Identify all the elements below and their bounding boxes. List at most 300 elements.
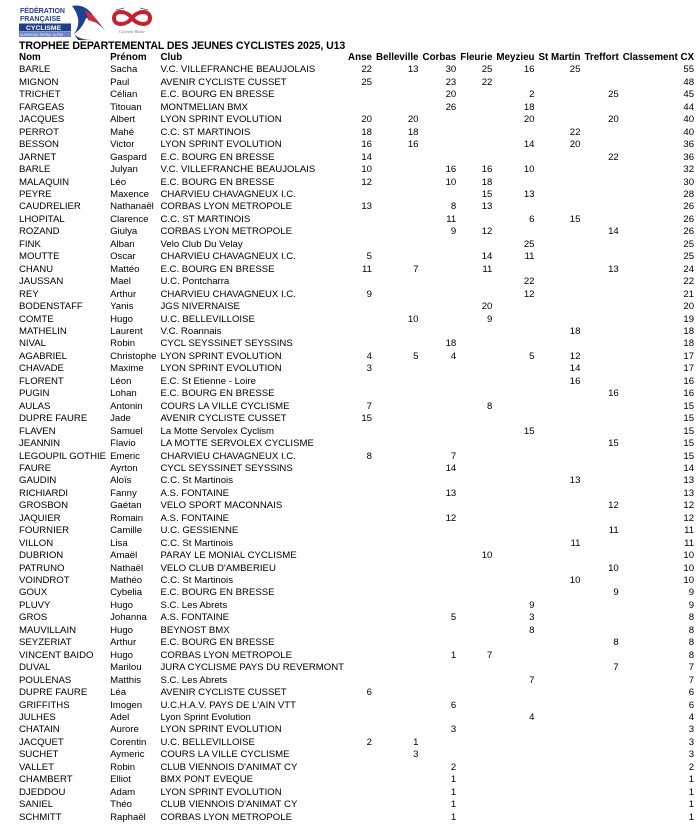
table-row bbox=[17, 164, 696, 176]
cell-treffort bbox=[582, 762, 620, 774]
cell-corbas: 13 bbox=[445, 487, 457, 499]
table-row bbox=[17, 401, 696, 413]
cell-meyzieu bbox=[494, 513, 536, 525]
cell-fleurie bbox=[458, 239, 494, 251]
cell-nom: CAUDRELIER bbox=[19, 201, 81, 213]
cell-fleurie: 16 bbox=[481, 164, 493, 176]
cell-club: U.C. BELLEVILLOISE bbox=[160, 313, 255, 325]
cell-anse bbox=[346, 189, 374, 201]
cell-belleville: 1 bbox=[413, 736, 419, 748]
cell-anse bbox=[346, 326, 374, 338]
cell-meyzieu: 7 bbox=[529, 674, 535, 686]
cell-prenom: Théo bbox=[110, 799, 132, 811]
cell-st-martin bbox=[537, 488, 583, 500]
cell-treffort bbox=[582, 314, 620, 326]
cell-prenom: Arthur bbox=[110, 637, 137, 649]
cell-belleville bbox=[374, 650, 420, 662]
cell-anse: 13 bbox=[361, 201, 373, 213]
ffc-logo-line3: CYCLISME bbox=[26, 25, 62, 32]
cell-treffort bbox=[582, 102, 620, 114]
cell-nom: BARLE bbox=[19, 64, 51, 76]
cell-belleville bbox=[374, 712, 420, 724]
cell-meyzieu bbox=[494, 787, 536, 799]
cell-st-martin bbox=[537, 650, 583, 662]
col-header-nom: Nom bbox=[19, 52, 41, 63]
cell-nom: MOUTTE bbox=[19, 251, 60, 263]
cell-corbas bbox=[421, 662, 459, 674]
cell-st-martin bbox=[537, 687, 583, 699]
cell-anse bbox=[346, 774, 374, 786]
col-header-classement-cx: Classement CX bbox=[622, 52, 695, 63]
cell-fleurie bbox=[458, 326, 494, 338]
cell-belleville bbox=[374, 774, 420, 786]
cell-club: C.C. St Martinois bbox=[160, 537, 233, 549]
cell-club: LYON SPRINT EVOLUTION bbox=[160, 724, 282, 736]
cell-belleville bbox=[374, 214, 420, 226]
cell-st-martin bbox=[537, 787, 583, 799]
cell-prenom: Antonin bbox=[110, 400, 143, 412]
cell-fleurie bbox=[458, 289, 494, 301]
cell-classement-cx: 11 bbox=[684, 525, 695, 537]
cell-treffort bbox=[582, 239, 620, 251]
cell-fleurie: 8 bbox=[487, 400, 493, 412]
cell-classement-cx: 40 bbox=[683, 126, 695, 138]
cell-classement-cx: 15 bbox=[683, 425, 695, 437]
cell-corbas: 18 bbox=[445, 338, 457, 350]
cell-anse: 5 bbox=[366, 251, 373, 263]
cell-belleville bbox=[374, 525, 420, 537]
cell-meyzieu bbox=[494, 314, 536, 326]
cell-fleurie: 18 bbox=[481, 176, 493, 188]
cell-nom: DJEDDOU bbox=[19, 786, 66, 798]
cell-fleurie: 14 bbox=[481, 251, 493, 263]
cell-nom: NIVAL bbox=[19, 338, 47, 350]
cell-belleville: 13 bbox=[407, 64, 419, 76]
cell-anse: 22 bbox=[361, 64, 373, 76]
cell-nom: RICHIARDI bbox=[19, 487, 69, 499]
cell-treffort bbox=[582, 201, 620, 213]
table-row bbox=[17, 762, 696, 774]
table-row bbox=[17, 338, 696, 350]
cell-anse bbox=[346, 513, 374, 525]
cell-club: CHARVIEU CHAVAGNEUX I.C. bbox=[160, 251, 296, 263]
cell-st-martin bbox=[537, 189, 583, 201]
cell-meyzieu bbox=[494, 700, 536, 712]
cell-treffort bbox=[582, 475, 620, 487]
cell-club: V.C. VILLEFRANCHE BEAUJOLAIS bbox=[160, 164, 316, 176]
cell-fleurie bbox=[458, 687, 494, 699]
cell-classement-cx: 1 bbox=[688, 786, 695, 798]
cell-belleville bbox=[374, 799, 420, 811]
cell-meyzieu: 9 bbox=[529, 599, 535, 611]
cell-prenom: Yanis bbox=[110, 301, 134, 313]
cell-prenom: Marilou bbox=[110, 662, 142, 674]
cell-fleurie: 9 bbox=[487, 313, 493, 325]
col-header-corbas: Corbas bbox=[422, 52, 457, 63]
cell-corbas bbox=[421, 251, 459, 263]
cell-club: E.C. BOURG EN BRESSE bbox=[160, 89, 275, 101]
cell-nom: PEYRE bbox=[19, 188, 52, 200]
cell-prenom: Camille bbox=[110, 525, 143, 537]
cell-nom: MIGNON bbox=[19, 76, 59, 88]
cell-belleville bbox=[374, 276, 420, 288]
cell-classement-cx: 18 bbox=[683, 338, 695, 350]
cell-meyzieu bbox=[494, 687, 536, 699]
cell-fleurie bbox=[458, 351, 494, 363]
cell-st-martin bbox=[537, 152, 583, 164]
cell-treffort: 25 bbox=[608, 89, 619, 101]
col-header-prenom: Prénom bbox=[110, 52, 147, 63]
cell-classement-cx: 26 bbox=[683, 213, 695, 225]
cell-club: CHARVIEU CHAVAGNEUX I.C. bbox=[160, 188, 296, 200]
cell-corbas bbox=[421, 376, 459, 388]
table-row bbox=[17, 376, 696, 388]
cell-anse bbox=[346, 102, 374, 114]
cell-st-martin bbox=[537, 712, 583, 724]
cell-treffort bbox=[582, 612, 620, 624]
table-row bbox=[17, 650, 696, 662]
table-row bbox=[17, 77, 696, 89]
cell-treffort bbox=[582, 276, 620, 288]
cell-classement-cx: 8 bbox=[688, 637, 695, 649]
table-row bbox=[17, 351, 696, 363]
cell-treffort bbox=[582, 214, 620, 226]
cell-meyzieu bbox=[494, 226, 536, 238]
cell-fleurie bbox=[458, 762, 494, 774]
cell-meyzieu: 11 bbox=[524, 251, 535, 263]
cell-anse bbox=[346, 799, 374, 811]
cell-anse: 12 bbox=[361, 176, 373, 188]
cell-prenom: Hugo bbox=[110, 599, 134, 611]
cell-nom: CHAMBERT bbox=[19, 774, 73, 786]
cell-fleurie bbox=[458, 376, 494, 388]
cell-nom: BARLE bbox=[19, 164, 51, 176]
cell-club: VELO SPORT MACONNAIS bbox=[160, 500, 283, 512]
cell-st-martin bbox=[537, 749, 583, 761]
cell-meyzieu: 12 bbox=[523, 288, 535, 300]
table-row bbox=[17, 363, 696, 375]
cell-fleurie: 13 bbox=[481, 201, 493, 213]
cell-st-martin bbox=[537, 413, 583, 425]
cyclisme-rhone-text: Cyclisme Rhône bbox=[119, 29, 145, 34]
cell-corbas bbox=[421, 675, 459, 687]
cell-classement-cx: 7 bbox=[688, 674, 695, 686]
cell-corbas bbox=[421, 139, 459, 151]
cell-corbas bbox=[421, 587, 459, 599]
cell-meyzieu bbox=[494, 575, 536, 587]
cell-belleville bbox=[374, 338, 420, 350]
cell-classement-cx: 15 bbox=[683, 413, 695, 425]
cell-nom: GRIFFITHS bbox=[19, 699, 70, 711]
table-row bbox=[17, 724, 696, 736]
cell-meyzieu bbox=[494, 488, 536, 500]
cell-treffort bbox=[582, 64, 620, 76]
table-header-row bbox=[17, 52, 696, 64]
cell-corbas bbox=[421, 127, 459, 139]
cell-fleurie bbox=[458, 513, 494, 525]
cell-treffort: 13 bbox=[608, 263, 619, 275]
cell-corbas bbox=[421, 239, 459, 251]
cell-classement-cx: 19 bbox=[683, 313, 695, 325]
cell-nom: VINCENT BAIDO bbox=[19, 649, 94, 661]
cell-club: CORBAS LYON METROPOLE bbox=[160, 811, 292, 823]
cell-club: CYCL SEYSSINET SEYSSINS bbox=[160, 338, 293, 350]
cell-st-martin: 18 bbox=[569, 325, 581, 337]
cell-classement-cx: 22 bbox=[683, 276, 695, 288]
cell-treffort: 7 bbox=[613, 662, 619, 674]
cell-meyzieu bbox=[494, 749, 536, 761]
cell-prenom: Lisa bbox=[110, 537, 128, 549]
cell-st-martin bbox=[537, 612, 583, 624]
cell-treffort: 22 bbox=[608, 151, 619, 163]
cell-st-martin: 16 bbox=[569, 375, 581, 387]
cell-st-martin bbox=[537, 737, 583, 749]
cell-belleville bbox=[374, 189, 420, 201]
cell-belleville bbox=[374, 513, 420, 525]
cell-meyzieu: 13 bbox=[523, 188, 535, 200]
cell-st-martin bbox=[537, 338, 583, 350]
cell-nom: DUPRE FAURE bbox=[19, 687, 88, 699]
cell-anse bbox=[346, 376, 374, 388]
table-row bbox=[17, 625, 696, 637]
cell-classement-cx: 3 bbox=[688, 724, 695, 736]
cell-treffort bbox=[582, 189, 620, 201]
cell-fleurie bbox=[458, 675, 494, 687]
cell-club: C.C. ST MARTINOIS bbox=[160, 126, 251, 138]
cell-meyzieu bbox=[494, 338, 536, 350]
table-row bbox=[17, 463, 696, 475]
cell-treffort bbox=[582, 338, 620, 350]
cell-prenom: Maxime bbox=[110, 363, 144, 375]
cell-nom: DUVAL bbox=[19, 662, 51, 674]
cell-club: S.C. Les Abrets bbox=[160, 599, 228, 611]
cell-club: E.C. BOURG EN BRESSE bbox=[160, 587, 275, 599]
cell-treffort bbox=[582, 177, 620, 189]
cell-st-martin bbox=[537, 451, 583, 463]
cell-nom: CHANU bbox=[19, 263, 54, 275]
cell-prenom: Flavio bbox=[110, 438, 136, 450]
table-row bbox=[17, 413, 696, 425]
cell-nom: PATRUNO bbox=[19, 562, 65, 574]
cell-fleurie bbox=[458, 426, 494, 438]
cell-meyzieu: 22 bbox=[523, 276, 535, 288]
cell-classement-cx: 15 bbox=[683, 438, 695, 450]
cell-corbas bbox=[421, 637, 459, 649]
cell-treffort bbox=[582, 675, 620, 687]
cell-st-martin bbox=[537, 177, 583, 189]
cell-meyzieu bbox=[494, 127, 536, 139]
cell-anse bbox=[346, 239, 374, 251]
cell-st-martin bbox=[537, 799, 583, 811]
cell-corbas bbox=[421, 326, 459, 338]
cell-fleurie bbox=[458, 89, 494, 101]
cell-anse bbox=[346, 749, 374, 761]
cell-st-martin bbox=[537, 662, 583, 674]
cell-st-martin bbox=[537, 625, 583, 637]
cell-fleurie: 15 bbox=[481, 188, 493, 200]
table-row bbox=[17, 114, 696, 126]
cell-nom: FLORENT bbox=[19, 375, 64, 387]
table-row bbox=[17, 189, 696, 201]
cell-prenom: Albert bbox=[110, 114, 136, 126]
cell-prenom: Paul bbox=[110, 76, 130, 88]
cell-st-martin bbox=[537, 525, 583, 537]
cell-st-martin bbox=[537, 314, 583, 326]
cell-prenom: Romain bbox=[110, 512, 144, 524]
cell-nom: SCHMITT bbox=[19, 811, 62, 823]
cell-nom: JACQUET bbox=[19, 736, 64, 748]
cell-nom: BESSON bbox=[19, 139, 59, 151]
cell-classement-cx: 1 bbox=[688, 799, 695, 811]
table-row bbox=[17, 737, 696, 749]
cell-corbas: 23 bbox=[445, 76, 457, 88]
cell-fleurie bbox=[458, 413, 494, 425]
cell-prenom: Lohan bbox=[110, 388, 137, 400]
cell-corbas bbox=[421, 500, 459, 512]
cell-corbas: 1 bbox=[450, 649, 457, 661]
cell-club: CORBAS LYON METROPOLE bbox=[160, 649, 292, 661]
cell-treffort bbox=[582, 164, 620, 176]
cell-club: A.S. FONTAINE bbox=[160, 612, 230, 624]
cell-club: MONTMELIAN BMX bbox=[160, 101, 248, 113]
cell-treffort bbox=[582, 301, 620, 313]
cell-fleurie bbox=[458, 276, 494, 288]
cell-prenom: Nathaël bbox=[110, 562, 144, 574]
cell-meyzieu bbox=[494, 401, 536, 413]
cell-club: COURS LA VILLE CYCLISME bbox=[160, 749, 290, 761]
cell-fleurie bbox=[458, 139, 494, 151]
cell-treffort bbox=[582, 426, 620, 438]
cell-st-martin bbox=[537, 89, 583, 101]
cell-club: CORBAS LYON METROPOLE bbox=[160, 226, 292, 238]
table-row bbox=[17, 612, 696, 624]
cell-nom: FARGEAS bbox=[19, 101, 65, 113]
cell-classement-cx: 8 bbox=[688, 649, 695, 661]
cell-fleurie bbox=[458, 700, 494, 712]
cell-st-martin bbox=[537, 77, 583, 89]
cell-treffort bbox=[582, 127, 620, 139]
cyclisme-rhone-logo bbox=[110, 6, 154, 38]
cell-meyzieu bbox=[494, 812, 536, 824]
cell-classement-cx: 8 bbox=[688, 624, 695, 636]
cell-treffort bbox=[582, 326, 620, 338]
cell-treffort bbox=[582, 413, 620, 425]
cell-nom: AULAS bbox=[19, 400, 51, 412]
cell-corbas: 8 bbox=[450, 201, 457, 213]
cell-fleurie bbox=[458, 774, 494, 786]
cell-corbas bbox=[421, 413, 459, 425]
cell-belleville: 10 bbox=[407, 313, 419, 325]
cell-st-martin bbox=[537, 700, 583, 712]
cell-corbas bbox=[421, 625, 459, 637]
cell-prenom: Robin bbox=[110, 761, 136, 773]
cell-classement-cx: 28 bbox=[683, 188, 695, 200]
cell-corbas: 10 bbox=[445, 176, 457, 188]
cell-classement-cx: 2 bbox=[688, 761, 695, 773]
cell-corbas bbox=[421, 575, 459, 587]
cell-corbas bbox=[421, 563, 459, 575]
cell-meyzieu bbox=[494, 264, 536, 276]
cell-prenom: Aloïs bbox=[110, 475, 132, 487]
cell-nom: MATHELIN bbox=[19, 325, 67, 337]
cell-club: E.C. BOURG EN BRESSE bbox=[160, 263, 275, 275]
cell-classement-cx: 48 bbox=[683, 76, 695, 88]
cell-classement-cx: 40 bbox=[683, 114, 695, 126]
cell-belleville bbox=[374, 301, 420, 313]
cell-corbas: 7 bbox=[450, 450, 457, 462]
cell-nom: GAUDIN bbox=[19, 475, 57, 487]
cell-treffort bbox=[582, 749, 620, 761]
cell-fleurie bbox=[458, 525, 494, 537]
cell-meyzieu: 15 bbox=[523, 425, 535, 437]
cell-classement-cx: 25 bbox=[683, 238, 695, 250]
cell-classement-cx: 21 bbox=[683, 288, 695, 300]
cell-corbas: 20 bbox=[445, 89, 457, 101]
cell-fleurie: 11 bbox=[482, 263, 493, 275]
col-header-st-martin: St Martin bbox=[538, 52, 581, 63]
cell-corbas bbox=[421, 114, 459, 126]
table-row bbox=[17, 64, 696, 76]
table-row bbox=[17, 687, 696, 699]
cell-st-martin bbox=[537, 301, 583, 313]
cell-nom: FOURNIER bbox=[19, 525, 70, 537]
cell-classement-cx: 10 bbox=[683, 575, 695, 587]
cell-classement-cx: 9 bbox=[688, 599, 695, 611]
cell-prenom: Mael bbox=[110, 276, 131, 288]
table-row bbox=[17, 675, 696, 687]
cell-club: LYON SPRINT EVOLUTION bbox=[160, 363, 282, 375]
page-title: TROPHEE DEPARTEMENTAL DES JEUNES CYCLISTES 2025, U13 bbox=[19, 40, 346, 52]
table-row bbox=[17, 301, 696, 313]
cell-treffort bbox=[582, 724, 620, 736]
cell-club: LYON SPRINT EVOLUTION bbox=[160, 139, 282, 151]
cell-nom: PLUVY bbox=[19, 599, 51, 611]
cell-classement-cx: 24 bbox=[683, 263, 695, 275]
cell-corbas: 16 bbox=[445, 164, 457, 176]
cell-club: AVENIR CYCLISTE CUSSET bbox=[160, 413, 287, 425]
cell-anse: 15 bbox=[361, 413, 373, 425]
cell-fleurie bbox=[458, 538, 494, 550]
cell-prenom: Alban bbox=[110, 238, 135, 250]
cell-st-martin: 25 bbox=[569, 64, 581, 76]
cell-corbas bbox=[421, 314, 459, 326]
cell-treffort bbox=[582, 401, 620, 413]
cell-meyzieu bbox=[494, 662, 536, 674]
cell-prenom: Gaspard bbox=[110, 151, 147, 163]
cell-belleville bbox=[374, 538, 420, 550]
table-row bbox=[17, 177, 696, 189]
cell-fleurie bbox=[458, 799, 494, 811]
cell-belleville bbox=[374, 77, 420, 89]
cell-prenom: Mattéo bbox=[110, 263, 140, 275]
cell-anse bbox=[346, 637, 374, 649]
cell-corbas: 1 bbox=[450, 811, 457, 823]
cell-meyzieu bbox=[494, 650, 536, 662]
cell-anse bbox=[346, 538, 374, 550]
cell-club: U.C. BELLEVILLOISE bbox=[160, 736, 255, 748]
cell-club: Velo Club Du Velay bbox=[160, 238, 243, 250]
cell-corbas: 4 bbox=[450, 350, 457, 362]
cell-fleurie bbox=[458, 475, 494, 487]
cell-classement-cx: 17 bbox=[683, 350, 695, 362]
cell-classement-cx: 44 bbox=[683, 101, 695, 113]
cell-prenom: Arthur bbox=[110, 288, 137, 300]
cell-nom: LHOPITAL bbox=[19, 213, 65, 225]
cell-corbas bbox=[421, 276, 459, 288]
cell-anse bbox=[346, 650, 374, 662]
cell-prenom: Mahé bbox=[110, 126, 135, 138]
col-header-meyzieu: Meyzieu bbox=[496, 52, 535, 63]
